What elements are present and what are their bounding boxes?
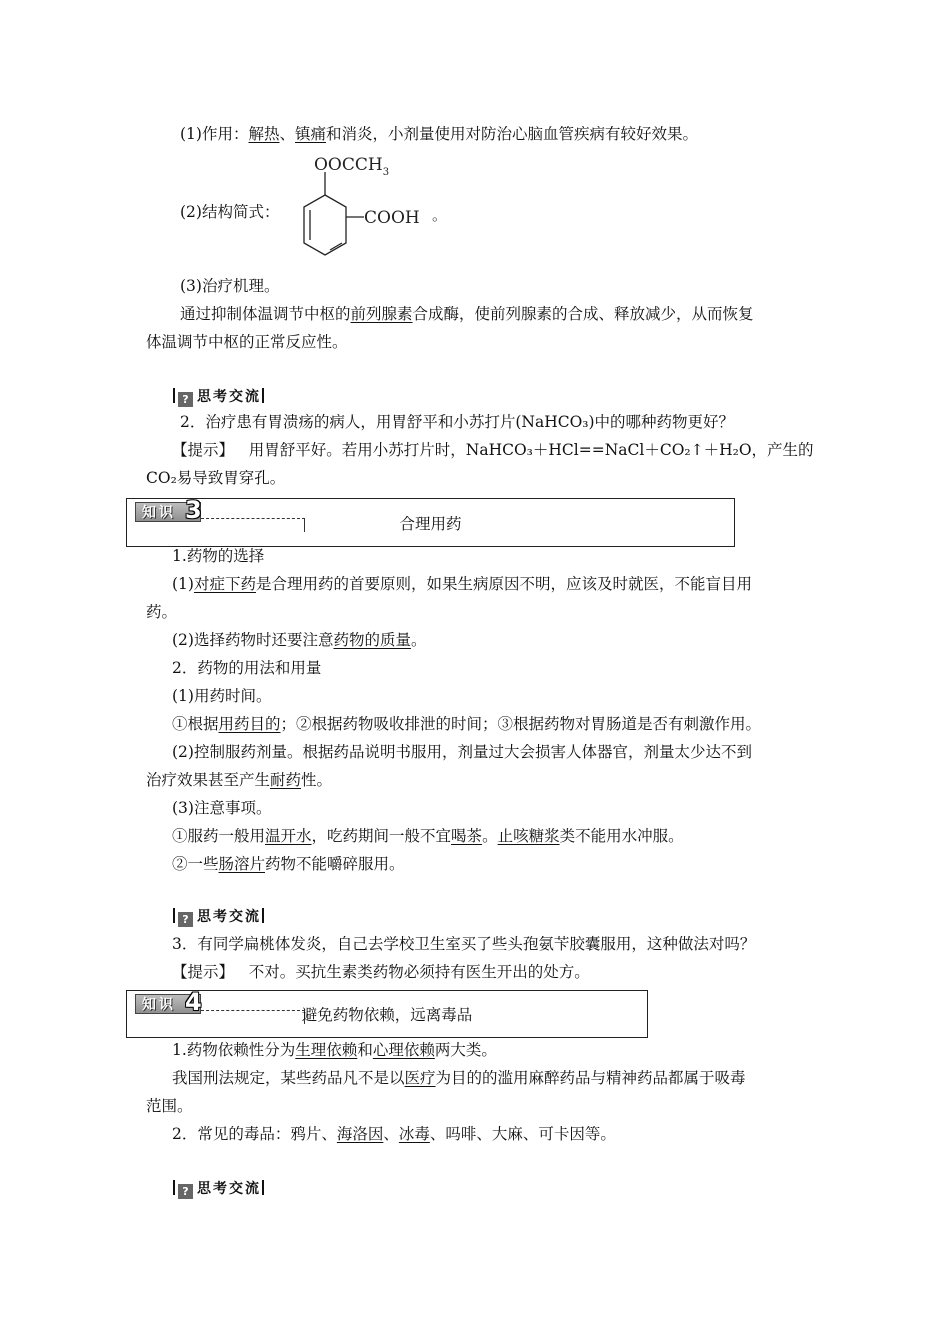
k3-line-12: ②一些肠溶片药物不能嚼碎服用。 [172,855,405,873]
substituent-top: $OOCCH_3$ [314,155,390,178]
knowledge-3-title: 合理用药 [399,514,462,533]
mechanism-heading: (3)治疗机理。 [180,277,280,295]
hint-2-line-1: 【提示】 用胃舒平好。若用小苏打片时，NaHCO₃＋HCl==NaCl＋CO₂↑＋H₂O，产生的 [172,441,814,459]
k4-line-2: 我国刑法规定，某些药品凡不是以医疗为目的的滥用麻醉药品与精神药品都属于吸毒 [172,1069,746,1087]
question-icon: ? [178,392,193,407]
k4-line-4: 2．常见的毒品：鸦片、海洛因、冰毒、吗啡、大麻、可卡因等。 [172,1125,616,1143]
mechanism-line-1: 通过抑制体温调节中枢的前列腺素合成酶，使前列腺素的合成、释放减少，从而恢复 [180,305,754,323]
question-icon: ? [178,1184,193,1199]
k3-line-6: (1)用药时间。 [172,687,272,705]
k3-line-4: (2)选择药物时还要注意药物的质量。 [172,631,427,649]
think-exchange-header-3: ? 思考交流 [172,1178,265,1199]
knowledge-3-banner: 知识 3 合理用药 [126,498,735,547]
knowledge-4-banner: 知识 4 避免药物依赖，远离毒品 [126,990,648,1038]
think-exchange-header-2: ? 思考交流 [172,906,265,927]
k3-line-8: (2)控制服药剂量。根据药品说明书服用，剂量过大会损害人体器官，剂量太少达不到 [172,743,752,761]
k3-line-1: 1.药物的选择 [172,547,265,565]
k3-line-2: (1)对症下药是合理用药的首要原则，如果生病原因不明，应该及时就医，不能盲目用 [172,575,752,593]
question-3: 3．有同学扁桃体发炎，自己去学校卫生室买了些头孢氨苄胶囊服用，这种做法对吗？ [172,935,756,953]
aspirin-structure-diagram [290,150,450,270]
k3-line-9: 治疗效果甚至产生耐药性。 [146,771,333,789]
k3-line-5: 2．药物的用法和用量 [172,659,322,677]
k3-line-10: (3)注意事项。 [172,799,272,817]
think-exchange-header-1: ? 思考交流 [172,386,265,407]
question-icon: ? [178,912,193,927]
k3-line-3: 药。 [146,603,178,621]
effect-line: (1)作用：解热、镇痛和消炎，小剂量使用对防治心脑血管疾病有较好效果。 [180,125,699,143]
k3-line-7: ①根据用药目的；②根据药物吸收排泄的时间；③根据药物对胃肠道是否有刺激作用。 [172,715,762,733]
knowledge-4-title: 避免药物依赖，远离毒品 [301,1006,473,1024]
substituent-right: COOH [364,208,420,228]
k3-line-11: ①服药一般用温开水，吃药期间一般不宜喝茶。止咳糖浆类不能用水冲服。 [172,827,684,845]
period-mark: 。 [432,206,448,224]
mechanism-line-2: 体温调节中枢的正常反应性。 [146,333,348,351]
k4-line-1: 1.药物依赖性分为生理依赖和心理依赖两大类。 [172,1041,497,1059]
k4-line-3: 范围。 [146,1097,193,1115]
structure-label: (2)结构简式： [180,203,280,221]
question-2: 2．治疗患有胃溃疡的病人，用胃舒平和小苏打片(NaHCO₃)中的哪种药物更好？ [180,413,735,431]
hint-3: 【提示】 不对。买抗生素类药物必须持有医生开出的处方。 [172,963,590,981]
hint-2-line-2: CO₂易导致胃穿孔。 [146,469,286,487]
